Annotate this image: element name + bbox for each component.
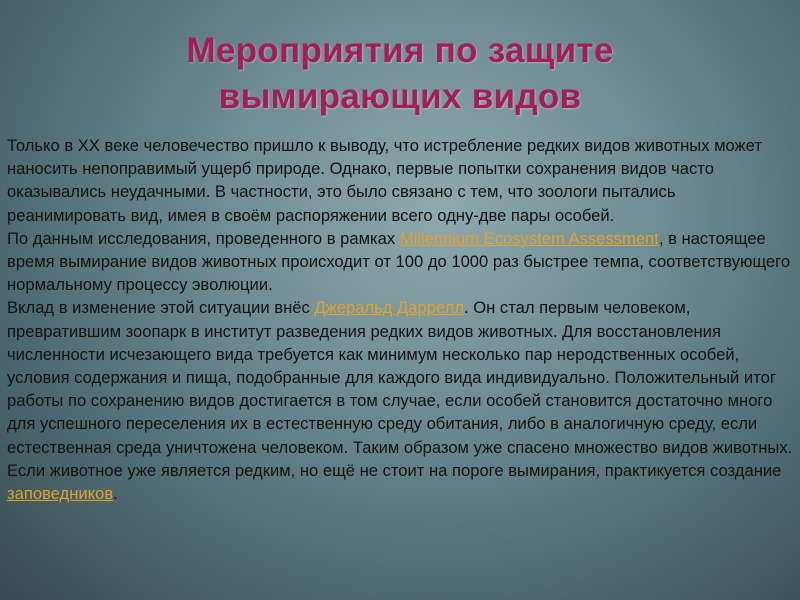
paragraph-2-text-before: По данным исследования, проведенного в рамках	[7, 228, 400, 248]
paragraph-4-text-after: .	[113, 484, 118, 504]
millennium-ecosystem-assessment-link[interactable]: Millennium Ecosystem Assessment	[399, 228, 659, 248]
paragraph-1	[7, 134, 797, 227]
slide-title-line-2: вымирающих видов	[218, 77, 582, 116]
paragraph-3-text-before: Вклад в изменение этой ситуации внёс	[7, 298, 315, 318]
paragraph-3-text-after: . Он стал первым человеком, превратившим зоопарк в институт разведения редких видов животных. Для восстановления численности исчезающего вида требуется как минимум несколько пар неродственных особей, условия содержания и пища, подобранные для каждого вида индивидуально. Положительный итог работы по сохранению видов достигается в том случае, если особей становится достаточно много для успешного переселения их в естественную среду обитания, либо в аналогичную среду, если естественная среда уничтожена человеком. Таким образом уже спасено множество видов животных.	[7, 298, 793, 457]
slide-title-line-1: Мероприятия по защите	[186, 31, 614, 70]
paragraph-4-text-before: Если животное уже является редким, но ещё не стоит на пороге вымирания, практикуется создание	[7, 460, 782, 480]
paragraph-3	[7, 296, 797, 458]
paragraph-2	[7, 227, 797, 297]
slide-title	[0, 28, 800, 120]
paragraph-4	[7, 459, 797, 505]
gerald-durrell-link[interactable]: Джеральд Даррелл	[314, 298, 465, 318]
paragraph-2-text-after: , в настоящее время вымирание видов животных происходит от 100 до 1000 раз быстрее темпа, соответствующего нормальному процессу эволюции.	[7, 228, 791, 295]
slide-body	[7, 134, 797, 505]
nature-reserves-link[interactable]: заповедников	[7, 484, 114, 504]
paragraph-1-text: Только в XX веке человечество пришло к выводу, что истребление редких видов животных может наносить непоправимый ущерб природе. Однако, первые попытки сохранения видов часто оказывались неудачными. В частности, это было связано с тем, что зоологи пытались реанимировать вид, имея в своём распоряжении всего одну-две пары особей.	[7, 136, 762, 225]
